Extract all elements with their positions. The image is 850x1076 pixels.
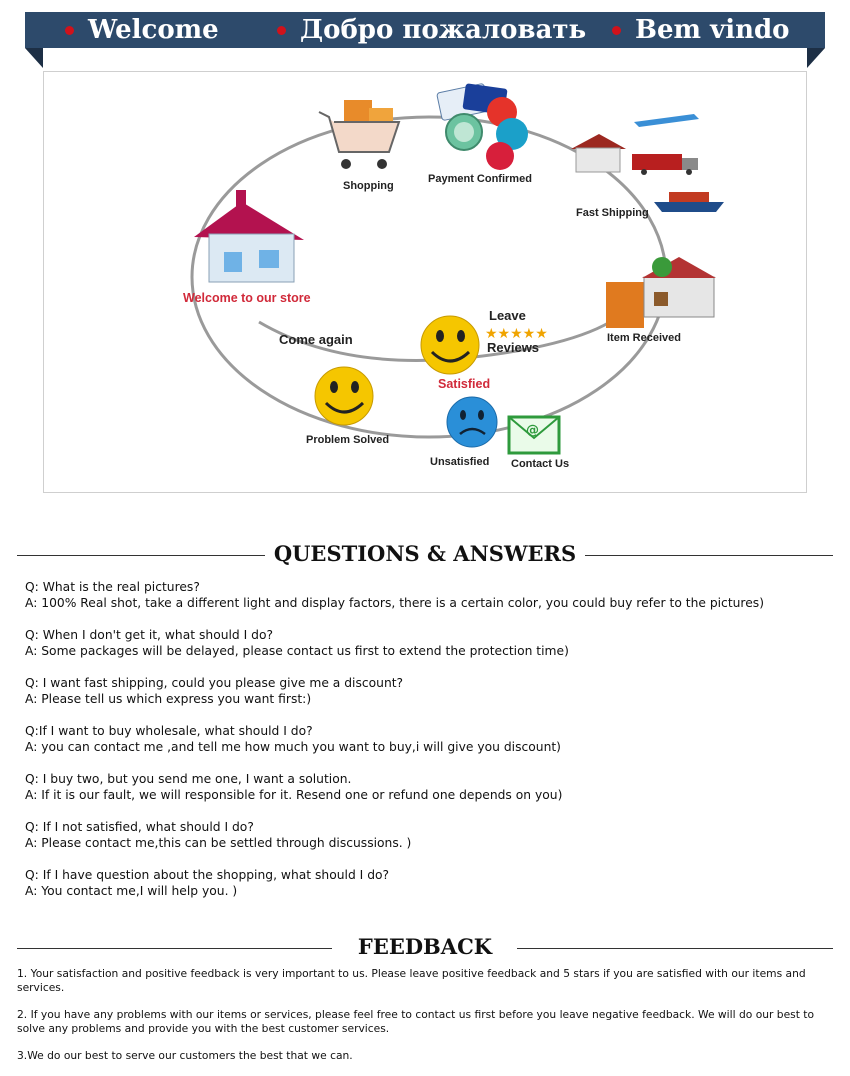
- svg-text:★★★★★: ★★★★★: [485, 326, 548, 342]
- purchase-process-diagram: [43, 71, 807, 493]
- feedback-item: 3.We do our best to serve our customers the best that we can.: [17, 1049, 353, 1062]
- process-diagram-graphic: [44, 72, 806, 492]
- answer-text: A: Please contact me,this can be settled through discussions. ): [25, 836, 412, 850]
- question-text: Q: I buy two, but you send me one, I want a solution.: [25, 772, 352, 786]
- question-text: Q:If I want to buy wholesale, what should I do?: [25, 724, 313, 738]
- qa-list: [25, 579, 835, 915]
- answer-text: A: Some packages will be delayed, please contact us first to extend the protection time): [25, 644, 569, 658]
- item-received-icon: [606, 257, 716, 328]
- label-problem-solved: Problem Solved: [306, 434, 390, 446]
- banner-greeting-russian: [277, 12, 586, 48]
- banner-greeting-portuguese: [612, 12, 790, 48]
- banner-greeting-english: [65, 12, 219, 48]
- answer-text: A: You contact me,I will help you. ): [25, 884, 238, 898]
- question-text: Q: If I have question about the shopping, what should I do?: [25, 868, 390, 882]
- label-fast-shipping: Fast Shipping: [576, 207, 649, 219]
- qa-item: [25, 675, 835, 707]
- qa-item: [25, 627, 835, 659]
- banner-greeting-text: Добро пожаловать: [300, 15, 587, 45]
- bullet-icon: [277, 26, 286, 35]
- banner-greeting-text: Bem vindo: [635, 15, 790, 45]
- bullet-icon: [65, 26, 74, 35]
- label-shopping: Shopping: [343, 180, 394, 192]
- shopping-cart-icon: [319, 100, 399, 169]
- qa-item: [25, 723, 835, 755]
- welcome-banner: [25, 12, 825, 48]
- payment-cards-icon: [437, 83, 528, 170]
- label-leave: Leave: [489, 308, 526, 323]
- qa-item: [25, 771, 835, 803]
- truck-icon: [632, 154, 682, 170]
- label-contact-us: Contact Us: [511, 458, 570, 470]
- question-text: Q: When I don't get it, what should I do?: [25, 628, 274, 642]
- banner-fold-left: [25, 48, 43, 68]
- feedback-heading: [17, 934, 833, 964]
- contact-envelope-icon: [509, 417, 559, 453]
- question-text: Q: I want fast shipping, could you please give me a discount?: [25, 676, 404, 690]
- svg-text:@: @: [526, 423, 539, 438]
- answer-text: A: Please tell us which express you want first:): [25, 692, 312, 706]
- answer-text: A: If it is our fault, we will responsible for it. Resend one or refund one depends on you): [25, 788, 563, 802]
- answer-text: A: you can contact me ,and tell me how much you want to buy,i will give you discount): [25, 740, 561, 754]
- feedback-item: 1. Your satisfaction and positive feedback is very important to us. Please leave positive feedback and 5 stars if you are satisfied with our items and services.: [17, 967, 806, 994]
- airplane-icon: [634, 114, 699, 127]
- house-icon: [194, 190, 304, 282]
- unsatisfied-face-icon: [447, 397, 497, 447]
- label-reviews: Reviews: [487, 340, 540, 355]
- feedback-title: FEEDBACK: [357, 934, 493, 959]
- answer-text: A: 100% Real shot, take a different light and display factors, there is a certain color, you could buy refer to the pictures): [25, 596, 764, 610]
- qa-item: [25, 579, 835, 611]
- qa-heading: [17, 541, 833, 571]
- qa-title: QUESTIONS & ANSWERS: [273, 541, 577, 566]
- qa-item: [25, 819, 835, 851]
- ship-icon: [654, 202, 724, 212]
- label-come-again: Come again: [279, 332, 353, 347]
- bullet-icon: [612, 26, 621, 35]
- problem-solved-smiley-icon: [315, 367, 373, 425]
- satisfied-smiley-icon: [421, 316, 479, 374]
- label-welcome-store: Welcome to our store: [183, 291, 311, 305]
- feedback-item: 2. If you have any problems with our items or services, please feel free to contact us first before you leave negative feedback. We will do our best to solve any problems and provide you with the best customer services.: [17, 1008, 815, 1035]
- shipping-icons: [571, 114, 724, 212]
- label-satisfied: Satisfied: [438, 377, 491, 391]
- question-text: Q: What is the real pictures?: [25, 580, 200, 594]
- label-payment-confirmed: Payment Confirmed: [428, 173, 532, 185]
- banner-fold-right: [807, 48, 825, 68]
- label-item-received: Item Received: [607, 332, 681, 344]
- banner-greeting-text: Welcome: [88, 15, 219, 45]
- qa-item: [25, 867, 835, 899]
- label-unsatisfied: Unsatisfied: [430, 456, 490, 468]
- question-text: Q: If I not satisfied, what should I do?: [25, 820, 254, 834]
- feedback-list: [17, 967, 822, 1076]
